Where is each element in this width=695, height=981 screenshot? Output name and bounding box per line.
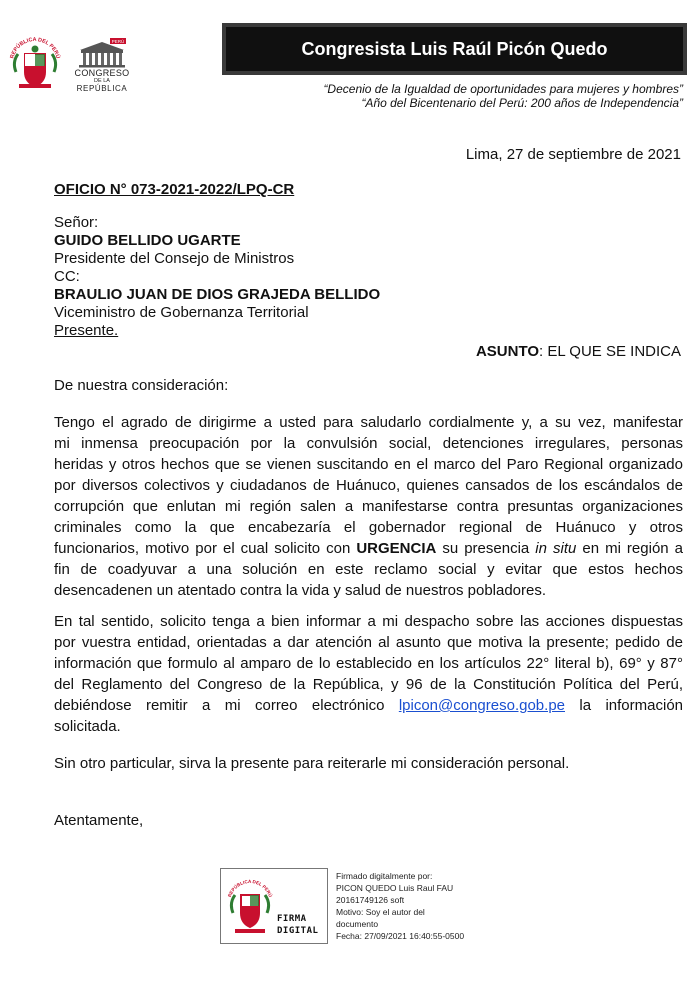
- p2-line5-part-a: debiéndose remitir a mi correo electrónico: [54, 697, 399, 714]
- p1-line: Tengo el agrado de dirigirme a usted para saludarlo cordialmente y, a su vez, manifestar: [54, 414, 683, 431]
- addressee-block: [54, 214, 380, 340]
- paragraph-2: [54, 611, 683, 737]
- digital-signature-stamp: [220, 868, 328, 944]
- urgencia-text: URGENCIA: [356, 540, 437, 557]
- stamp-label: [277, 913, 318, 937]
- p1-line7-part-b: su presencia: [436, 540, 536, 557]
- p1-line7-part-a: funcionarios, motivo por el cual solicito con: [54, 540, 357, 557]
- header-banner: [222, 23, 687, 75]
- p2-line: información que formulo al amparo de lo establecido en los artículos 22° literal b), 69° y 87°: [54, 655, 683, 672]
- p1-line7-part-c: en mi región a: [576, 540, 683, 557]
- coat-arc-text: REPÚBLICA DEL PERÚ: [9, 36, 61, 60]
- header-title: Congresista Luis Raúl Picón Quedo: [301, 38, 608, 59]
- p2-line5-part-b: la información: [565, 697, 683, 714]
- p1-line: heridas y otros hechos que se vienen suscitando en el marco del Paro Regional organizado: [54, 456, 683, 473]
- greeting: De nuestra consideración:: [54, 377, 229, 394]
- p2-line: por vuestra entidad, orientadas a dar atención al asunto que motiva la presente; pedido de: [54, 634, 683, 651]
- signature-info: [336, 870, 506, 942]
- stamp-label-line-1: FIRMA: [277, 914, 307, 924]
- oficio-number: OFICIO N° 073-2021-2022/LPQ-CR: [54, 181, 295, 198]
- coat-of-arms-logo: [6, 32, 64, 94]
- p1-line-urgencia: [54, 538, 683, 559]
- in-situ-text: in situ: [535, 540, 577, 557]
- cc-role: Viceministro de Gobernanza Territorial: [54, 304, 309, 321]
- cc-label: CC:: [54, 268, 80, 285]
- letter-date: Lima, 27 de septiembre de 2021: [465, 146, 681, 163]
- p2-line-email: [54, 695, 683, 716]
- paragraph-1: [54, 412, 683, 601]
- cc-name: BRAULIO JUAN DE DIOS GRAJEDA BELLIDO: [54, 286, 381, 303]
- congreso-badge-text: PERÚ: [111, 39, 125, 44]
- p1-line: por diversos colectivos y ciudadanos de Huánuco, quienes cansados de los escándalos de: [54, 477, 683, 494]
- signature-info-line: Fecha: 27/09/2021 16:40:55-0500: [336, 931, 465, 941]
- salutation-title: Señor:: [54, 214, 99, 231]
- motto-decade: “Decenio de la Igualdad de oportunidades para mujeres y hombres”: [323, 82, 683, 96]
- congreso-logo: [70, 38, 134, 96]
- p1-line: corrupción que enlutan mi región salen a manifestarse contra presuntas organizaciones: [54, 498, 683, 515]
- signature-info-line: PICON QUEDO Luis Raul FAU: [336, 883, 454, 893]
- p2-line: del Reglamento del Congreso de la República, y 96 de la Constitución Política del Perú,: [54, 676, 683, 693]
- motto-bicentennial: “Año del Bicentenario del Perú: 200 años de Independencia”: [361, 96, 683, 110]
- p1-line: criminales como la que encabezaría el gobernador regional de Huánuco y otros: [54, 519, 683, 536]
- asunto-line: [476, 341, 681, 362]
- p2-line: solicitada.: [54, 718, 121, 735]
- presente-label: Presente.: [54, 322, 119, 339]
- signature-info-line: Firmado digitalmente por:: [336, 871, 433, 881]
- p1-line: fin de coadyuvar a una solución en este reclamo social y evitar que estos hechos: [54, 561, 683, 578]
- signature-info-line: documento: [336, 919, 379, 929]
- paragraph-3: Sin otro particular, sirva la presente para reiterarle mi consideración personal.: [54, 755, 570, 772]
- asunto-label: ASUNTO: [475, 343, 540, 360]
- congreso-logo-line-3: REPÚBLICA: [76, 84, 128, 93]
- recipient-name: GUIDO BELLIDO UGARTE: [54, 232, 241, 249]
- asunto-value: : EL QUE SE INDICA: [539, 343, 681, 360]
- stamp-label-line-2: DIGITAL: [277, 926, 319, 936]
- recipient-role: Presidente del Consejo de Ministros: [54, 250, 295, 267]
- congreso-logo-line-2: DE LA: [94, 78, 110, 84]
- p1-line: desencadenen un atentado contra la vida y salud de nuestros pobladores.: [54, 582, 547, 599]
- congreso-logo-line-1: CONGRESO: [74, 68, 130, 78]
- p1-line: mi inmensa preocupación por la convulsión social, detenciones irregulares, personas: [54, 435, 683, 452]
- closing: Atentamente,: [54, 812, 144, 829]
- stamp-coat-of-arms-icon: [225, 873, 275, 939]
- signature-info-line: 20161749126 soft: [336, 895, 405, 905]
- p2-line: En tal sentido, solicito tenga a bien informar a mi despacho sobre las acciones dispuestas: [54, 613, 683, 630]
- stamp-arc-text: REPÚBLICA DEL PERÚ: [226, 878, 274, 898]
- email-link[interactable]: lpicon@congreso.gob.pe: [398, 697, 565, 714]
- congreso-building-icon: [76, 38, 128, 68]
- signature-info-line: Motivo: Soy el autor del: [336, 907, 425, 917]
